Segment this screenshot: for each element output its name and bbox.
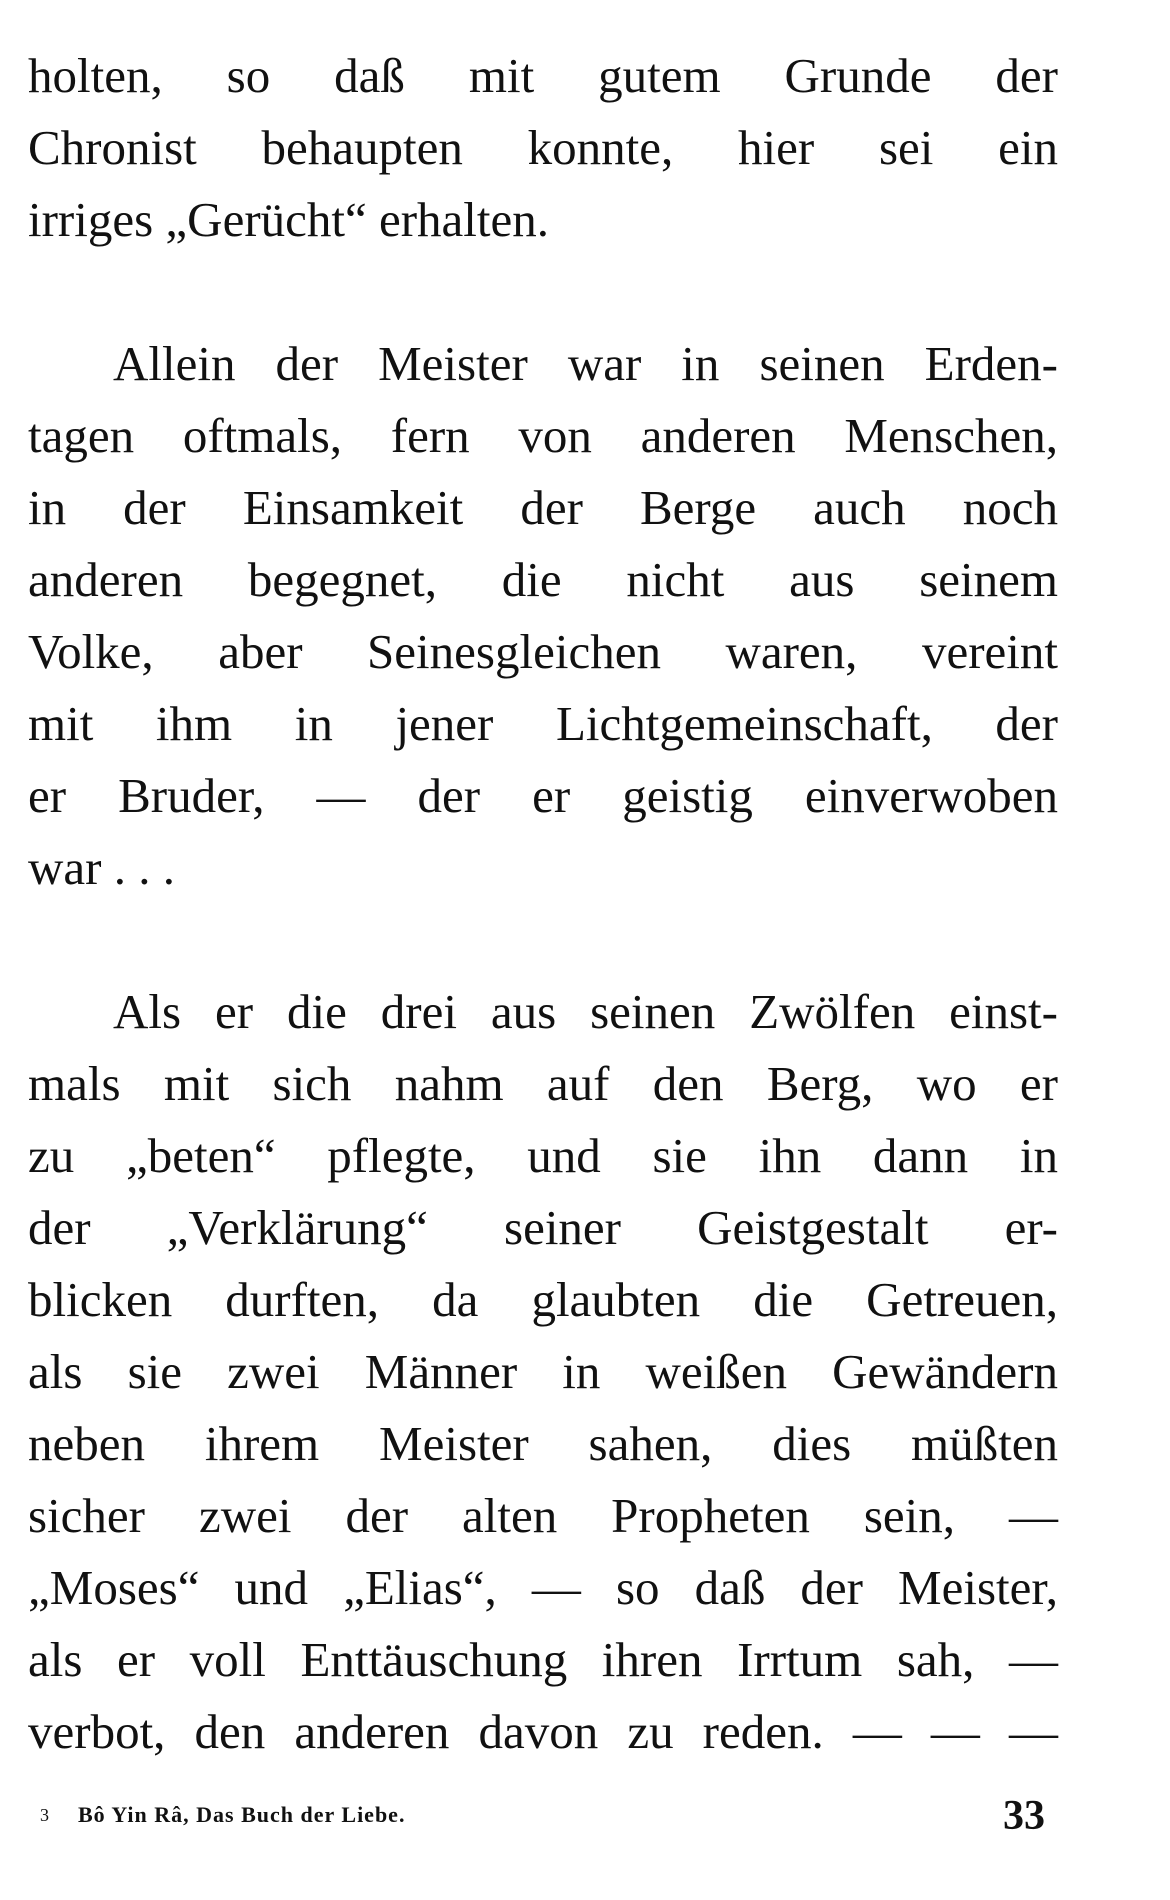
text-line: blicken durften, da glaubten die Getreuen,	[28, 1272, 1058, 1327]
text-line: anderen begegnet, die nicht aus seinem	[28, 552, 1058, 607]
paragraph-gap	[28, 256, 1058, 328]
text-line: holten, so daß mit gutem Grunde der	[28, 48, 1058, 103]
text-line: sicher zwei der alten Propheten sein, —	[28, 1488, 1058, 1543]
paragraph-3	[28, 976, 1058, 1768]
signature-mark: 3	[40, 1805, 49, 1825]
text-line: war . . .	[28, 840, 175, 895]
text-line: er Bruder, — der er geistig einverwoben	[28, 768, 1058, 823]
text-line: der „Verklärung“ seiner Geistgestalt er-	[28, 1200, 1058, 1255]
text-line: Allein der Meister war in seinen Erden-	[113, 336, 1058, 391]
page-footer	[40, 1793, 1045, 1839]
page-body	[28, 40, 1058, 1768]
text-line: neben ihrem Meister sahen, dies müßten	[28, 1416, 1058, 1471]
text-line: irriges „Gerücht“ erhalten.	[28, 192, 550, 247]
book-imprint: Bô Yin Râ, Das Buch der Liebe.	[78, 1802, 406, 1827]
text-line: „Moses“ und „Elias“, — so daß der Meister,	[28, 1560, 1058, 1615]
paragraph-2	[28, 328, 1058, 904]
text-line: Volke, aber Seinesgleichen waren, vereint	[28, 624, 1058, 679]
text-line: in der Einsamkeit der Berge auch noch	[28, 480, 1058, 535]
text-line: als er voll Enttäuschung ihren Irrtum sah, —	[28, 1632, 1058, 1687]
page-number: 33	[1003, 1793, 1045, 1839]
text-line: zu „beten“ pflegte, und sie ihn dann in	[28, 1128, 1058, 1183]
text-line: mit ihm in jener Lichtgemeinschaft, der	[28, 696, 1058, 751]
text-line: tagen oftmals, fern von anderen Menschen,	[28, 408, 1058, 463]
paragraph-gap	[28, 904, 1058, 976]
text-line: mals mit sich nahm auf den Berg, wo er	[28, 1056, 1058, 1111]
text-line: verbot, den anderen davon zu reden. — — —	[28, 1704, 1058, 1759]
paragraph-1	[28, 40, 1058, 256]
text-line: Chronist behaupten konnte, hier sei ein	[28, 120, 1058, 175]
text-line: als sie zwei Männer in weißen Gewändern	[28, 1344, 1058, 1399]
text-line: Als er die drei aus seinen Zwölfen einst-	[113, 984, 1058, 1039]
